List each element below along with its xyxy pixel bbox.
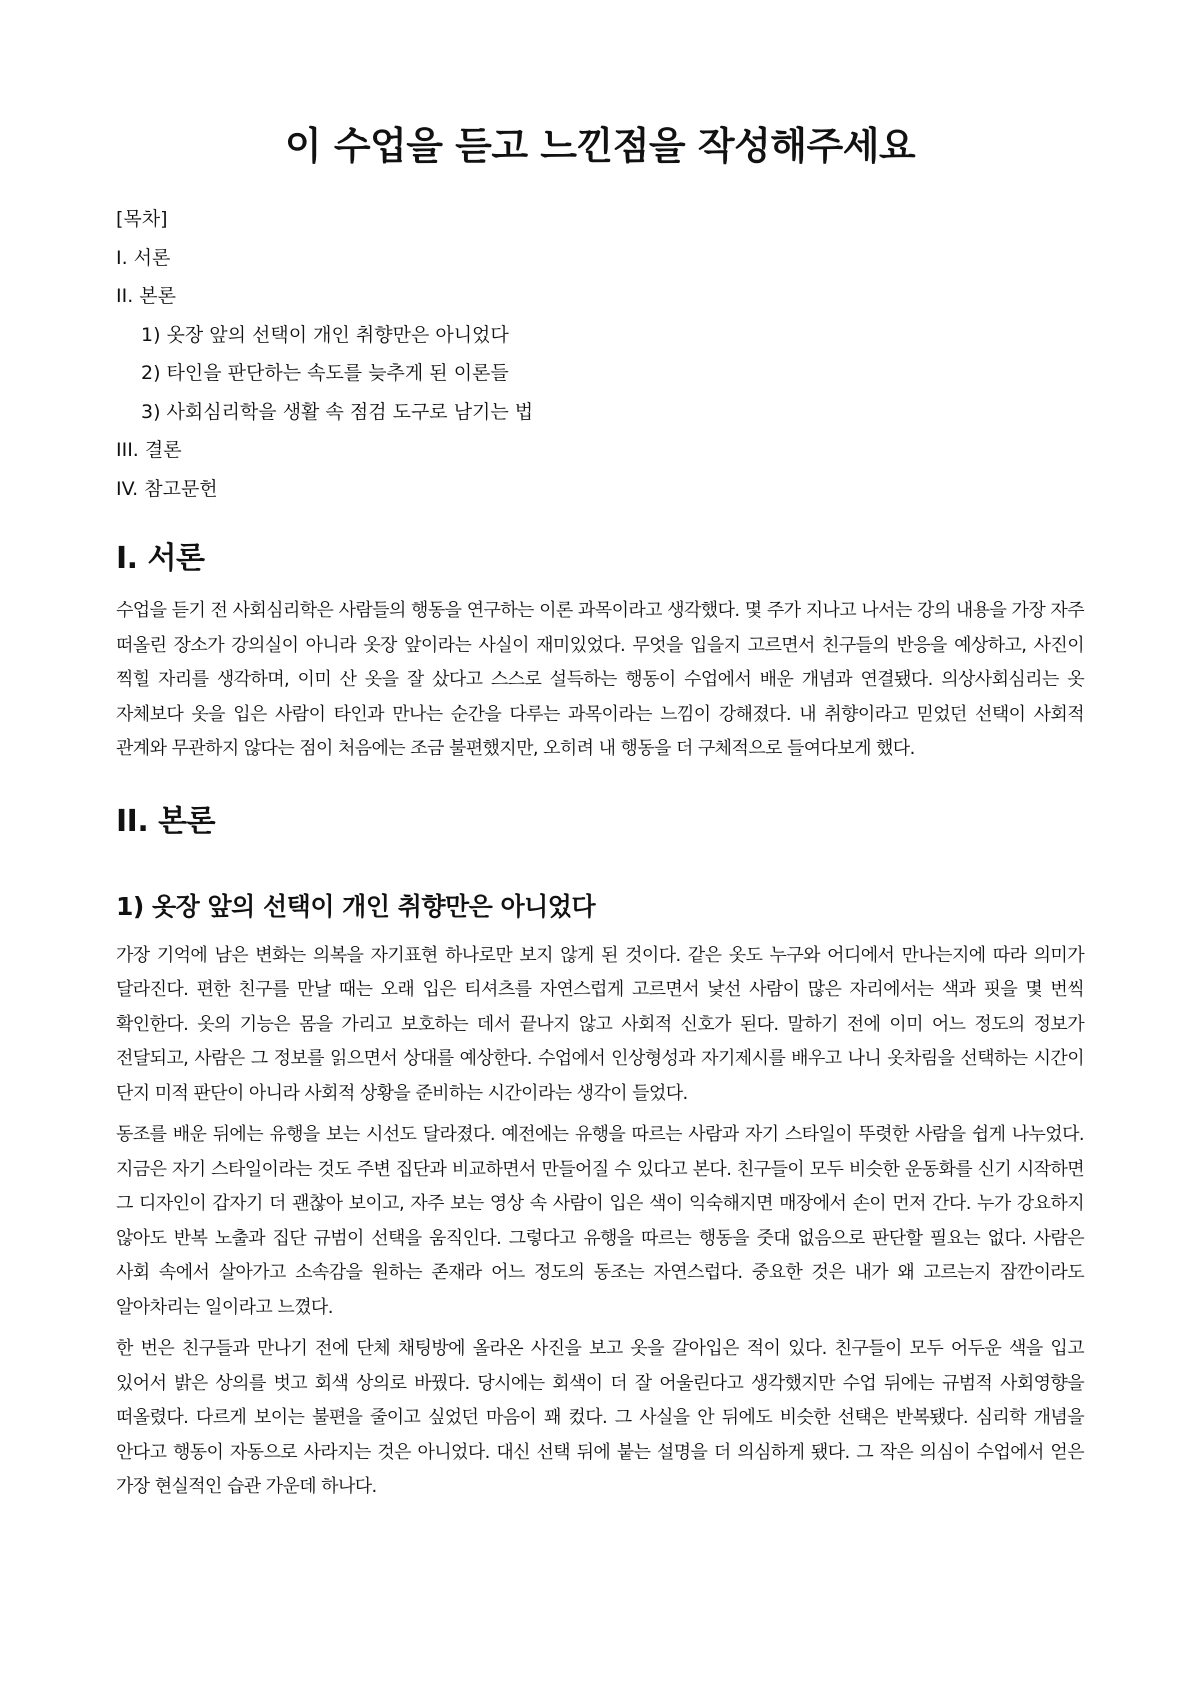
document-title: 이 수업을 듣고 느낀점을 작성해주세요 xyxy=(284,124,916,168)
toc-item-conclusion: III. 결론 xyxy=(116,439,182,461)
toc-heading: [목차] xyxy=(116,208,168,230)
body-paragraph-2: 동조를 배운 뒤에는 유행을 보는 시선도 달라졌다. 예전에는 유행을 따르는 사람과 자기 스타일이 뚜렷한 사람을 쉽게 나누었다. 지금은 자기 스타일이라는 것도 주변 집단과 비교하면서 만들어질 수 있다고 본다. 친구들이 모두 비슷한 운동화를 신기 시작하면 그 디자인이 갑자기 더 괜찮아 보이고, 자주 보는 영상 속 사람이 입은 색이 익숙해지면 매장에서 손이 먼저 간다. 누가 강요하지 않아도 반복 노출과 집단 규범이 선택을 움직인다. 그렇다고 유행을 따르는 행동을 줏대 없음으로 판단할 필요는 없다. 사람은 사회 속에서 살아가고 소속감을 원하는 존재라 어느 정도의 동조는 자연스럽다. 중요한 것은 내가 왜 고르는지 잠깐이라도 알아차리는 일이라고 느꼈다. xyxy=(116,1124,1084,1318)
toc-item-references: IV. 참고문헌 xyxy=(116,477,218,500)
section-heading-intro: I. 서론 xyxy=(116,541,205,576)
toc-item-body-sub2: 2) 타인을 판단하는 속도를 늦추게 된 이론들 xyxy=(141,362,509,384)
toc-item-body-sub1: 1) 옷장 앞의 선택이 개인 취향만은 아니었다 xyxy=(141,323,509,346)
toc-item-body-sub3: 3) 사회심리학을 생활 속 점검 도구로 남기는 법 xyxy=(141,400,534,423)
body-paragraph-1: 가장 기억에 남은 변화는 의복을 자기표현 하나로만 보지 않게 된 것이다. 같은 옷도 누구와 어디에서 만나는지에 따라 의미가 달라진다. 편한 친구를 만날 때는 오래 입은 티셔츠를 자연스럽게 고르면서 낯선 사람이 많은 자리에서는 색과 핏을 몇 번씩 확인한다. 옷의 기능은 몸을 가리고 보호하는 데서 끝나지 않고 사회적 신호가 된다. 말하기 전에 이미 어느 정도의 정보가 전달되고, 사람은 그 정보를 읽으면서 상대를 예상한다. 수업에서 인상형성과 자기제시를 배우고 나니 옷차림을 선택하는 시간이 단지 미적 판단이 아니라 사회적 상황을 준비하는 시간이라는 생각이 들었다. xyxy=(116,944,1084,1104)
intro-paragraph: 수업을 듣기 전 사회심리학은 사람들의 행동을 연구하는 이론 과목이라고 생각했다. 몇 주가 지나고 나서는 강의 내용을 가장 자주 떠올린 장소가 강의실이 아니라 옷장 앞이라는 사실이 재미있었다. 무엇을 입을지 고르면서 친구들의 반응을 예상하고, 사진이 찍힐 자리를 생각하며, 이미 산 옷을 잘 샀다고 스스로 설득하는 행동이 수업에서 배운 개념과 연결됐다. 의상사회심리는 옷 자체보다 옷을 입은 사람이 타인과 만나는 순간을 다루는 과목이라는 느낌이 강해졌다. 내 취향이라고 믿었던 선택이 사회적 관계와 무관하지 않다는 점이 처음에는 조금 불편했지만, 오히려 내 행동을 더 구체적으로 들여다보게 했다. xyxy=(116,600,1084,759)
table-of-contents xyxy=(116,200,1084,508)
section-heading-body: II. 본론 xyxy=(116,803,216,839)
toc-item-body: II. 본론 xyxy=(116,285,176,307)
subsection-heading-1: 1) 옷장 앞의 선택이 개인 취향만은 아니었다 xyxy=(116,891,596,921)
toc-item-intro: I. 서론 xyxy=(116,246,171,269)
body-paragraph-3: 한 번은 친구들과 만나기 전에 단체 채팅방에 올라온 사진을 보고 옷을 갈아입은 적이 있다. 친구들이 모두 어두운 색을 입고 있어서 밝은 상의를 벗고 회색 상의로 바꿨다. 당시에는 회색이 더 잘 어울린다고 생각했지만 수업 뒤에는 규범적 사회영향을 떠올렸다. 다르게 보이는 불편을 줄이고 싶었던 마음이 꽤 컸다. 그 사실을 안 뒤에도 비슷한 선택은 반복됐다. 심리학 개념을 안다고 행동이 자동으로 사라지는 것은 아니었다. 대신 선택 뒤에 붙는 설명을 더 의심하게 됐다. 그 작은 의심이 수업에서 얻은 가장 현실적인 습관 가운데 하나다. xyxy=(116,1338,1084,1497)
